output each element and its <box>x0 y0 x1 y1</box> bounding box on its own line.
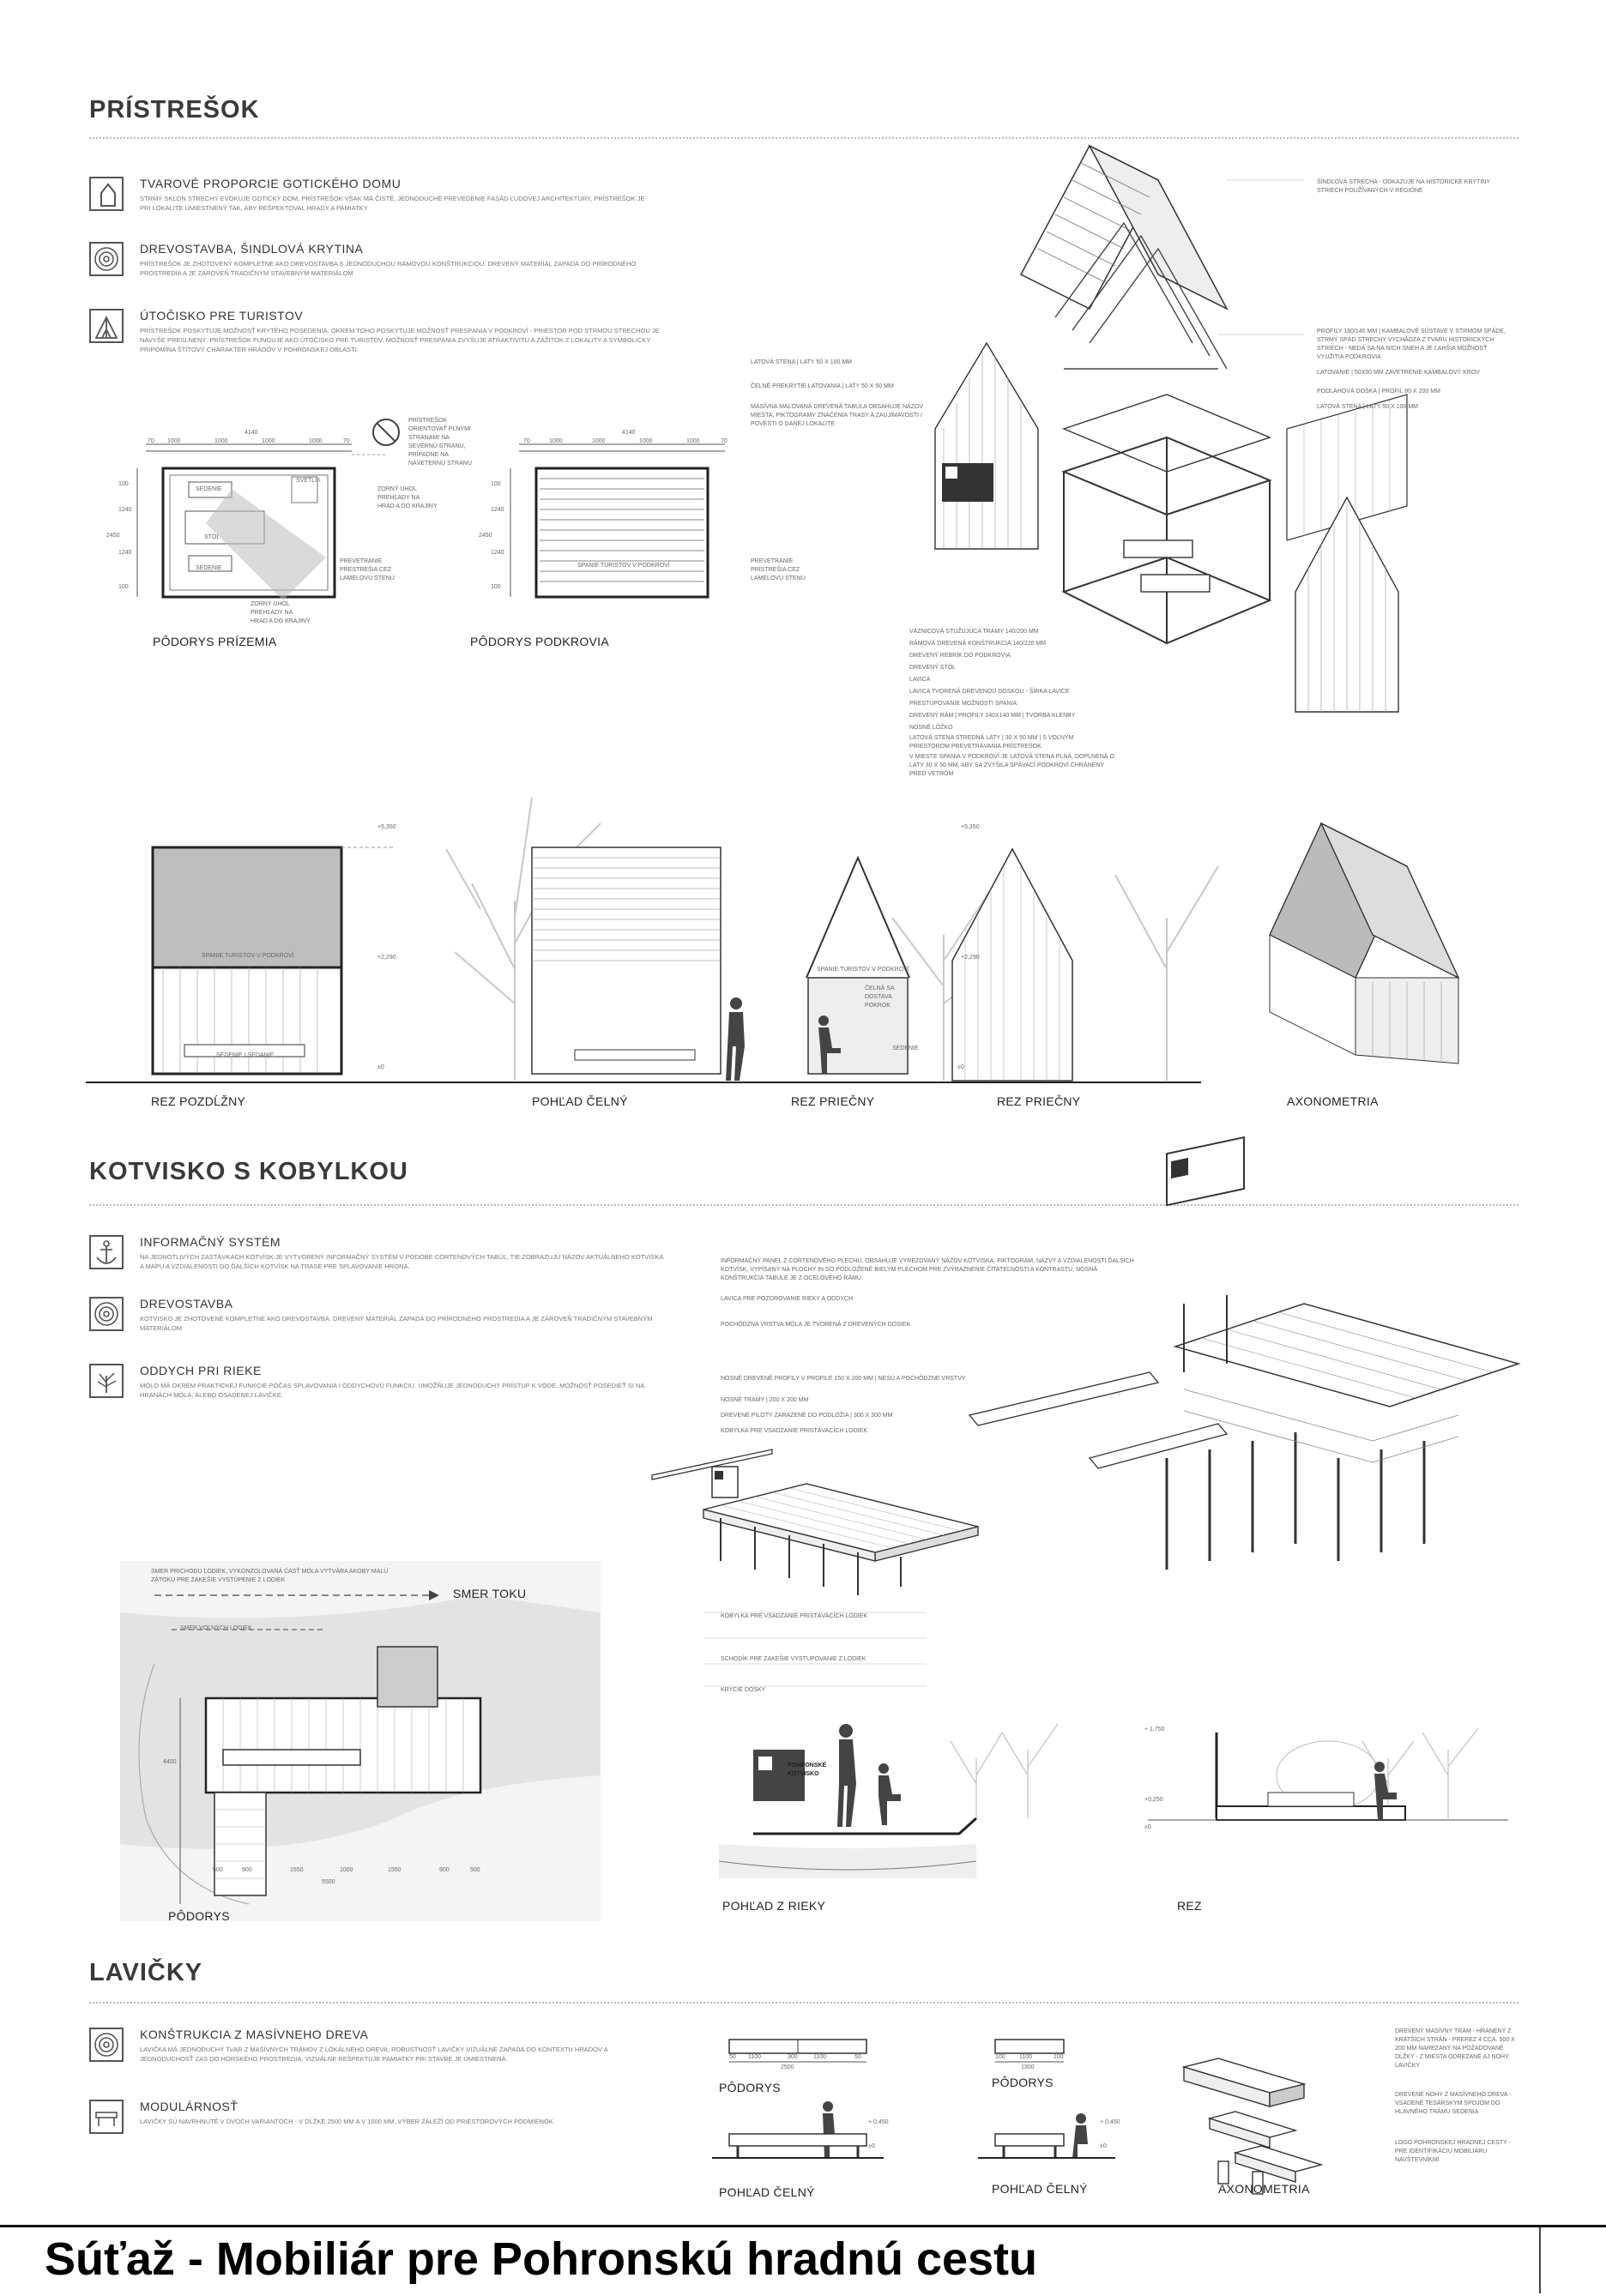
height-mark: + 0,450 <box>868 2119 889 2125</box>
section-title-benches: LAVIČKY <box>89 1959 203 1986</box>
plan-note: PREVETRANIE PRESTREŠIA CEZ LAMELOVÚ STENU <box>340 558 395 582</box>
axo-note: LATOVÁ STENA | LATY 50 X 100 MM <box>1317 404 1419 410</box>
anchor-section-caption: REZ <box>1177 1899 1202 1913</box>
plan-note: ZORNÝ UHOL PREHĽADY NA HRAD A DO KRAJINY <box>251 601 311 624</box>
dim: 70 <box>721 438 728 444</box>
axo-note: DREVENÉ PILOTY ZARAZENÉ DO PODLOŽIA | 300 X 300 MM <box>721 1413 893 1419</box>
dim: 100 <box>118 481 129 487</box>
axo-note: PODLAHOVÁ DOSKA | PROFIL 80 X 200 MM <box>1317 389 1440 395</box>
dim: 100 <box>995 2054 1005 2060</box>
dim: 1000 <box>167 438 181 444</box>
dim: 1240 <box>491 550 504 556</box>
bench-front-caption: POHĽAD ČELNÝ <box>719 2185 815 2199</box>
footer-title: Súťaž - Mobiliár pre Pohronskú hradnú cestu <box>45 2233 1038 2285</box>
axo-note: VÄZNICOVÁ STUŽUJÚCA TRÁMY 140/200 MM <box>909 629 1039 635</box>
bench-axo-caption: AXONOMETRIA <box>1218 2182 1310 2196</box>
dim: 50 <box>854 2054 861 2060</box>
feature-desc: LAVIČKY SÚ NAVRHNUTÉ V DVOCH VARIANTOCH - V DĹŽKE 2500 MM A V 1000 MM, VÝBER ZÁLEŽÍ OD PRIESTOROVÝCH PODMIENOK <box>140 2118 553 2125</box>
dim: 100 <box>491 584 501 590</box>
dim: 1100 <box>748 2054 762 2060</box>
dim: 1550 <box>290 1867 304 1873</box>
wood-grain-icon <box>89 1297 124 1331</box>
axo-note: KOBYLKA PRE VSADZANIE PRISTÁVACÍCH LODIEK <box>721 1428 868 1434</box>
axo-note: LATOVÁ STENA STREDNÁ LATY | 30 X 50 MM | S VOĽNÝM PRIESTOROM PREVETRÁVANIA PRÍSTREŠOK <box>909 735 1074 750</box>
dim-total: 4140 <box>245 430 258 436</box>
no-entry-icon <box>371 417 405 451</box>
bench-plan-caption: PÔDORYS <box>992 2076 1054 2089</box>
tent-icon <box>89 309 124 343</box>
attic-note: PREVETRANIE PRÍSTREŠIA CEZ LAMELOVÚ STENU <box>751 558 806 582</box>
feature-desc: NA JEDNOTLIVÝCH ZASTÁVKACH KOTVÍSK JE VYTVORENÝ INFORMAČNÝ SYSTÉM V PODOBE CORTENOVÝCH TABÚĽ, TIE ZOBRAZUJÚ NÁZOV AKTUÁLNEHO KOTVISKA A MAPU A VZDIALENOSTI DO ĎALŠÍCH KOTVÍSK NA TRASE PRE SPLAVOVANIE HRONA. <box>140 1253 663 1270</box>
dim-total: 2450 <box>479 533 492 539</box>
section-label: SEDENIE <box>892 1046 919 1052</box>
dim-total: 2450 <box>106 533 120 539</box>
height-mark: +2,290 <box>961 955 980 961</box>
section-label: SPANIE TURISTOV V PODKROVÍ <box>817 967 909 973</box>
plan-label: SVETLÍK <box>296 478 321 484</box>
divider <box>89 137 1518 139</box>
axo-note: DREVENÝ REBRÍK DO PODKROVIA <box>909 653 1011 659</box>
height-mark: ±0 <box>957 1064 964 1070</box>
height-mark: ±0 <box>377 1064 384 1070</box>
boats-direction: SMER VOĽNÝCH LODIEK <box>180 1625 252 1631</box>
caption-axonometry: AXONOMETRIA <box>1287 1094 1379 1108</box>
caption-cross-section: REZ PRIEČNY <box>791 1094 875 1108</box>
height-mark: ±0 <box>1144 1824 1151 1830</box>
feature-title: ÚTOČISKO PRE TURISTOV <box>140 309 304 322</box>
axo-note: LAVICA <box>909 677 931 683</box>
axo-note: V MIESTE SPANIA V PODKROVÍ JE LATOVÁ STENA PLNÁ, DOPLNENÁ O LATY 30 X 50 MM, ABY SA ZVÝŠILA SPÁVACÍ PODKROVÍ CHRÁNENÝ PRED VETROM <box>909 754 1114 777</box>
dim-total: 4140 <box>622 430 636 436</box>
divider <box>89 1204 1518 1206</box>
axo-note: SCHODÍK PRE ZAKEŠIE VYSTUPOVANIE Z LODIEK <box>721 1656 866 1662</box>
dim: 1000 <box>214 438 228 444</box>
section-label: SPANIE TURISTOV V PODKROVÍ <box>202 953 294 959</box>
wood-grain-icon <box>89 242 124 276</box>
plan-note: SMER PRICHODU LODIEK, VYKONZOLOVANÁ ČASŤ MÓLA VYTVÁRA AKOBY MALÚ ZÁTOKU PRE ZAKEŠIE VYSTÚPENIE Z LODIEK <box>151 1569 389 1583</box>
dim: 900 <box>439 1867 450 1873</box>
dim: 1550 <box>388 1867 402 1873</box>
height-mark: + 0,450 <box>1100 2119 1120 2125</box>
dim: 1100 <box>1019 2054 1033 2060</box>
feature-title: DREVOSTAVBA <box>140 1297 233 1311</box>
feature-desc: MÓLO MÁ OKREM PRAKTICKEJ FUNKCIE POČAS SPLAVOVANIA I ODDYCHOVÚ FUNKCIU. UMOŽŇUJE JEDNODUCHÝ PRÍSTUP K VODE, MOŽNOSŤ POSEDIEŤ SI NA HRANÁCH MÓLA, ALEBO OSADENEJ LAVIČKE. <box>140 1382 645 1399</box>
axo-note: NOSNÉ TRÁMY | 200 X 200 MM <box>721 1397 809 1403</box>
dim: 1000 <box>549 438 563 444</box>
dim-total: 2500 <box>781 2064 794 2070</box>
dim: 1000 <box>639 438 653 444</box>
footer-divider <box>1539 2227 1541 2293</box>
axo-note: ŠINDĽOVÁ STRECHA - ODKAZUJE NA HISTORICKÉ KRYTINY STRIECH POUŽÍVANÝCH V REGIÓNE <box>1317 179 1490 194</box>
caption-front-view: POHĽAD ČELNÝ <box>532 1094 628 1108</box>
caption-long-section: REZ POZDĹŽNY <box>151 1094 246 1108</box>
dim: 70 <box>148 438 154 444</box>
axo-note: ČELNÉ PREKRYTIE LATOVANIA | LATY 50 X 50 MM <box>751 383 894 389</box>
plan-note: ZORNÝ UHOL PREHĽADY NA HRAD A DO KRAJINY <box>377 486 438 509</box>
divider <box>89 2002 1518 2004</box>
dim: 50 <box>729 2054 736 2060</box>
plan-label: STÔL <box>204 534 220 540</box>
sign-title: POHRONSKÉ KOTVISKO <box>788 1763 827 1777</box>
dim: 1000 <box>686 438 700 444</box>
dim: 70 <box>343 438 350 444</box>
bench-note: DREVENÝ MASÍVNY TRÁM - HRANENÝ Z KRATŠÍCH STRÁN - PREREZ 4 CCA. 500 X 200 MM NAREZANÝ NA POŽADOVANÉ DĹŽKY - Z MIESTA ODREZANÉ AJ NOHY LAVIČKY <box>1395 2028 1515 2069</box>
bench-plan-caption: PÔDORYS <box>719 2081 781 2094</box>
dim: 70 <box>523 438 530 444</box>
axo-note: NOSNÉ LÔŽKO <box>909 725 953 731</box>
feature-title: TVAROVÉ PROPORCIE GOTICKÉHO DOMU <box>140 177 402 190</box>
dim-total: 4400 <box>163 1759 177 1765</box>
bench-note: DREVENÉ NOHY Z MASÍVNEHO DREVA - VSADENÉ TESÁRSKYM SPOJOM DO HLAVNÉHO TRÁMU SEDENIA <box>1395 2092 1512 2115</box>
axo-note: LATOVANIE | 50X50 MM ZAVETRENIE KAMBALOVÝ KROV <box>1317 370 1480 376</box>
dim: 500 <box>213 1867 223 1873</box>
axo-note: LAVICA TVORENÁ DREVENOU DOSKOU - ŠÍRKA LAVICE <box>909 689 1070 695</box>
dim: 300 <box>788 2054 798 2060</box>
feature-desc: LAVIČKA MÁ JEDNODUCHÝ TVAR Z MASÍVNYCH TRÁMOV Z LOKÁLNEHO DREVA, ROBUSTNOSŤ LAVIČKY VIZUÁLNE ZAPADÁ DO KONTEXTU HRADOV A JEDNODUCHOSŤ ZAS DO HORSKÉHO PROSTREDIA. VIZUÁLNE REŠPEKTUJE PAMIATKY PRI STAVBE JE UMIESTNENÁ. <box>140 2046 608 2063</box>
dim-total: 1300 <box>1021 2064 1035 2070</box>
attic-label: SPANIE TURISTOV V PODKROVÍ <box>575 562 673 570</box>
height-mark: +5,350 <box>377 824 396 830</box>
caption-cross-section: REZ PRIEČNY <box>997 1094 1081 1108</box>
plan-label: SEDENIE <box>196 565 222 571</box>
anchor-icon <box>89 1235 124 1269</box>
dim: 1240 <box>491 507 504 513</box>
feature-title: DREVOSTAVBA, ŠINDLOVÁ KRYTINA <box>140 242 364 256</box>
axo-note: NOSNÉ DREVENÉ PROFILY V PROFILE 150 X 200 MM | NESÚ A POCHÔDZNE VRSTVY <box>721 1376 966 1382</box>
height-mark: +2,290 <box>377 955 396 961</box>
height-mark: +5,350 <box>961 824 980 830</box>
dim-total: 5500 <box>322 1879 335 1885</box>
bench-icon <box>89 2100 124 2134</box>
feature-desc: STRMÝ SKLON STRECHY EVOKUJE GOTICKÝ DOM, PRÍSTREŠOK VŠAK MÁ ČISTÉ, JEDNODUCHÉ PREVEDENIE FASÁD ĽUDOVEJ ARCHITEKTÚRY, PRÍSTREŠOK JE PRI LOKALITE UMIESTNENÝ TAK, ABY REŠPEKTOVAL HRADY A PAMIATKY <box>140 195 645 212</box>
anchor-plan-caption: PÔDORYS <box>168 1909 230 1923</box>
axo-note: INFORMAČNÝ PANEL Z CORTENOVÉHO PLECHU, OBSAHUJE VYREZOVANÝ NÁZOV KOTVISKA, PIKTOGRAM, NÁZVY A VZDIALENOSTI ĎALŠÍCH KOTVÍSK, VYPÍSANÝ NA PLOCHY IN SO PODLOŽENÉ BIELYM PLECHOM PRE ZVÝRAZNENIE ČITATEĽNOSTI A KONTRASTU, NOSNÁ KONŠTRUKCIA TABULE JE Z OCELOVÉHO RÁMU. <box>721 1258 1134 1281</box>
axo-note: PROFILY 180/140 MM | KAMBALOVÉ SÚSTAVE V STRMOM SPÁDE, STRMÝ SPÁD STRECHY VYCHÁDZA Z TVARU HISTORICKÝCH STRIECH - NEDÁ SA NA NICH SNEH A JE ĽAHŠIA MOŽNOSŤ VYUŽITIA PODKROVIA <box>1317 328 1506 360</box>
orient-note: PRÍSTREŠOK ORIENTOVAŤ PLNÝMI STRANAMI NA SEVERNÚ STRANU, PRÍPADNE NA NÁVETERNÚ STRANU <box>408 418 472 467</box>
river-view-caption: POHĽAD Z RIEKY <box>722 1899 826 1913</box>
axo-note: PRESTÚPOVANIE MOŽNOSTI SPANIA <box>909 701 1017 707</box>
axo-note: LAVICA PRE POZOROVANIE RIEKY A ODDYCH <box>721 1296 854 1302</box>
dim: 100 <box>491 481 501 487</box>
dim: 900 <box>242 1867 252 1873</box>
axo-note: LATOVÁ STENA | LATY 50 X 100 MM <box>751 359 853 365</box>
axo-note: DREVENÝ STÔL <box>909 665 957 671</box>
dim: 1240 <box>118 507 132 513</box>
flow-direction: SMER TOKU <box>453 1587 527 1600</box>
height-mark: ±0 <box>1100 2143 1107 2149</box>
height-mark: ±0 <box>868 2143 875 2149</box>
feature-title: INFORMAČNÝ SYSTÉM <box>140 1235 281 1249</box>
feature-desc: PRÍSTREŠOK JE ZHOTOVENÝ KOMPLETNE AKO DREVOSTAVBA S JEDNODUCHOU RÁMOVOU KONŠTRUKCIOU. DREVENÝ MATERIÁL ZAPADÁ DO PRÍRODNÉHO PROSTREDIA A JE ZÁROVEŇ TRADIČNÝM STAVEBNÝM MATERIÁLOM <box>140 260 637 277</box>
feature-title: KONŠTRUKCIA Z MASÍVNEHO DREVA <box>140 2028 369 2041</box>
attic-floor-caption: PÔDORYS PODKROVIA <box>470 635 609 648</box>
axo-note: MASÍVNA MAĽOVANÁ DREVENÁ TABUĽA OBSAHUJE NÁZOV MIESTA, PIKTOGRAMY ZNAČENIA TRASY A ZAUJÍMAVOSTI / POVESTI O DANEJ LOKALITE <box>751 404 924 427</box>
ground-floor-caption: PÔDORYS PRÍZEMIA <box>153 635 277 648</box>
dim: 1000 <box>309 438 323 444</box>
plan-label: SEDENIE <box>196 486 222 492</box>
wood-grain-icon <box>89 2028 124 2062</box>
dim: 1000 <box>592 438 606 444</box>
feature-title: MODULÁRNOSŤ <box>140 2100 238 2113</box>
dim: 1100 <box>813 2054 827 2060</box>
feature-title: ODDYCH PRI RIEKE <box>140 1364 262 1377</box>
section-label: ČELNÁ SA DOSTAVA POKROK <box>865 985 895 1009</box>
dim: 1240 <box>118 550 132 556</box>
feature-desc: KOTVISKO JE ZHOTOVENÉ KOMPLETNE AKO DREVOSTAVBA. DREVENÝ MATERIÁL ZAPADÁ DO PRÍRODNÉHO PROSTREDIA A JE ZÁROVEŇ TRADIČNÝM STAVEBNÝM MATERIÁLOM <box>140 1315 653 1332</box>
height-mark: +0,250 <box>1144 1797 1163 1803</box>
dim: 1000 <box>262 438 275 444</box>
bench-note: LOGO POHRONSKEJ HRADNEJ CESTY - PRE IDENTIFIKÁCIU MOBILIÁRU NAVŠTEVNÍKMI <box>1395 2140 1511 2163</box>
axo-note: KRYCIE DOSKY <box>721 1687 766 1693</box>
dim: 100 <box>118 584 129 590</box>
bench-front-caption: POHĽAD ČELNÝ <box>992 2182 1088 2196</box>
section-title-shelter: PRÍSTREŠOK <box>89 96 260 124</box>
feature-desc: PRÍSTREŠOK POSKYTUJE MOŽNOSŤ KRYTÉHO POSEDENIA, OKREM TOHO POSKYTUJE MOŽNOSŤ PRESPANIA V PODKROVÍ - PRIESTOR POD STRMOU STRECHOU JE NAVYŠE PRESLNENÝ. PRÍSTREŠOK FUNGUJE AKO ÚTOČISKO PRE TURISTOV, MOŽNOSŤ PRESPANIA ZVYŠUJE ATRAKTIVITU A ZÁŽITOK Z LOKALITY A SYMBOLICKY PRIPOMÍNA ŠTÍTOVÝ CHARAKTER HRADOV V POHRONSKEJ OBLASTI. <box>140 327 660 353</box>
height-mark: + 1,750 <box>1144 1727 1165 1733</box>
dim: 500 <box>470 1867 480 1873</box>
axo-note: RÁMOVÁ DREVENÁ KONŠTRUKCIA 140/220 MM <box>909 641 1047 647</box>
axo-note: DREVENÝ RÁM | PROFILY 140X140 MM | TVORBA KLENBY <box>909 713 1076 719</box>
gothic-house-icon <box>89 177 124 211</box>
dim: 100 <box>1054 2054 1064 2060</box>
section-title-anchor: KOTVISKO S KOBYLKOU <box>89 1158 408 1185</box>
section-label: SEDENIE / SEDANIE <box>216 1052 275 1058</box>
dim: 1000 <box>340 1867 353 1873</box>
axo-note: KOBYLKA PRE VSADZANIE PRISTÁVACÍCH LODIEK <box>721 1613 868 1619</box>
tree-icon <box>89 1364 124 1398</box>
axo-note: POCHÔDZNA VRSTVA MÓLA JE TVORENÁ Z DREVENÝCH DOSIEK <box>721 1322 911 1328</box>
